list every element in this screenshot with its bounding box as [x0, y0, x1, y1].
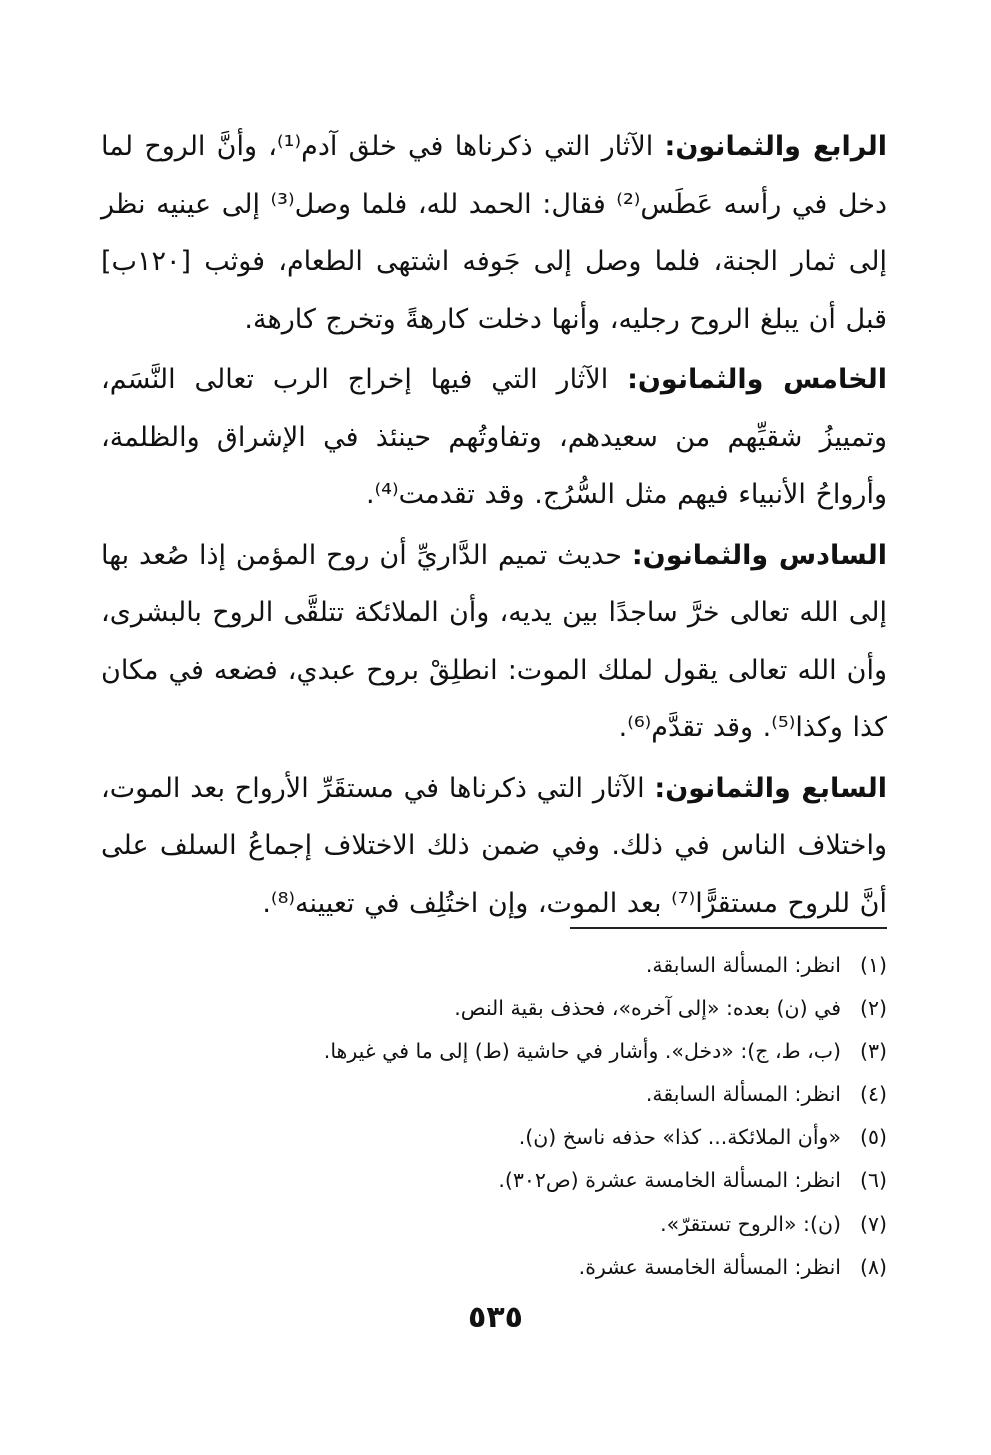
paragraph-heading: الخامس والثمانون:	[627, 364, 887, 395]
footnote-text: (ن): «الروح تستقرّ».	[660, 1211, 841, 1236]
footnote-item	[101, 1030, 887, 1073]
footnote-number: (٥)	[859, 1125, 887, 1150]
paragraph-heading: الرابع والثمانون:	[664, 131, 887, 162]
paragraph-text: الآثار التي ذكرناها في خلق آدم⁽¹⁾، وأنَّ الروح لما دخل في رأسه عَطَس⁽²⁾ فقال: الحمد لله، فلما وصل⁽³⁾ إلى عينيه نظر إلى ثمار الجنة، فلما وصل إلى جَوفه اشتهى الطعام، فوثب [١٢٠ب] قبل أن يبلغ الروح رجليه، وأنها دخلت كارهةً وتخرج كارهة.	[101, 131, 887, 335]
footnotes-list	[101, 944, 887, 1289]
paragraph-heading: السادس والثمانون:	[631, 539, 887, 571]
paragraph-84	[101, 118, 887, 348]
footnote-text: انظر: المسألة السابقة.	[645, 953, 841, 977]
footnote-text: في (ن) بعده: «إلى آخره»، فحذف بقية النص.	[454, 996, 841, 1021]
footnote-item	[101, 1116, 887, 1159]
footnote-item	[101, 1159, 887, 1202]
footnote-number: (٨)	[859, 1254, 887, 1279]
footnote-item	[101, 1203, 887, 1246]
paragraph-text: الآثار التي فيها إخراج الرب تعالى النَّسَم، وتمييزُ شقيِّهم من سعيدهم، وتفاوتُهم حينئذ في الإشراق والظلمة، وأرواحُ الأنبياء فيهم مثل السُّرُج. وقد تقدمت⁽⁴⁾.	[101, 364, 887, 510]
footnote-number: (١)	[859, 953, 887, 977]
page-number: ٥٣٥	[468, 1300, 523, 1335]
paragraph-85	[101, 351, 887, 524]
footnote-item	[101, 1246, 887, 1289]
paragraph-text: الآثار التي ذكرناها في مستقَرِّ الأرواح بعد الموت، واختلاف الناس في ذلك. وفي ضمن ذلك الاختلاف إجماعُ السلف على أنَّ للروح مستقرًّا⁽⁷⁾ بعد الموت، وإن اختُلِف في تعيينه⁽⁸⁾.	[101, 772, 887, 919]
footnote-separator	[570, 927, 887, 929]
paragraph-heading: السابع والثمانون:	[654, 772, 887, 804]
footnote-text: (ب، ط، ج): «دخل». وأشار في حاشية (ط) إلى ما في غيرها.	[323, 1039, 841, 1064]
footnote-number: (٦)	[859, 1168, 887, 1193]
footnote-number: (٧)	[859, 1211, 887, 1236]
footnote-text: انظر: المسألة الخامسة عشرة (ص٣٠٢).	[498, 1168, 841, 1193]
footnote-text: انظر: المسألة الخامسة عشرة.	[578, 1254, 841, 1279]
paragraph-86	[101, 527, 887, 757]
main-text	[101, 118, 887, 932]
footnote-text: انظر: المسألة السابقة.	[645, 1082, 841, 1107]
footnote-text: «وأن الملائكة... كذا» حذفه ناسخ (ن).	[518, 1125, 841, 1150]
footnote-item	[101, 1073, 887, 1116]
footnote-number: (٣)	[859, 1039, 887, 1064]
footnote-number: (٤)	[859, 1082, 887, 1107]
footnote-item	[101, 944, 887, 987]
paragraph-text: حديث تميم الدَّاريِّ أن روح المؤمن إذا صُعد بها إلى الله تعالى خرَّ ساجدًا بين يديه، وأن الملائكة تتلقَّى الروح بالبشرى، وأن الله تعالى يقول لملك الموت: انطلِقْ بروح عبدي، فضعه في مكان كذا وكذا⁽⁵⁾. وقد تقدَّم⁽⁶⁾.	[101, 539, 887, 743]
footnote-item	[101, 987, 887, 1030]
footnote-number: (٢)	[859, 996, 887, 1021]
paragraph-87	[101, 760, 887, 933]
